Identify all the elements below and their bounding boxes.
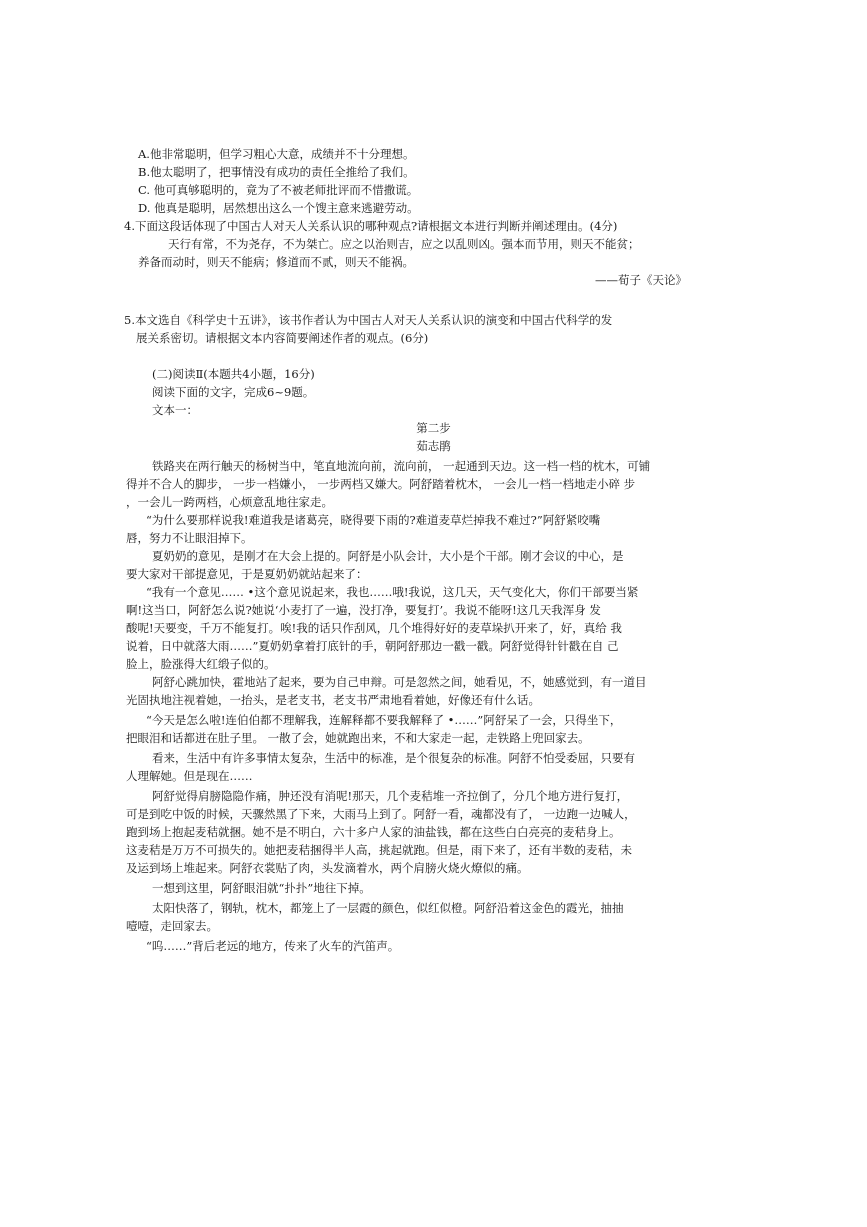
story-title: 第二步: [416, 421, 451, 435]
story-line: ，一会儿一跨两档，心烦意乱地往家走。: [126, 495, 333, 509]
story-line: 夏奶奶的意见，是刚才在大会上提的。阿舒是小队会计，大小是个干部。刚才会议的中心，是: [152, 549, 624, 563]
story-line: 说着，日中就落大雨……”夏奶奶拿着打底针的手，朝阿舒那边一戳一戳。阿舒觉得针针戳在自 己: [126, 639, 619, 653]
story-line: 啊!这当口，阿舒怎么说?她说‘小麦打了一遍，没打净，要复打’。我说不能呀!这几天我浑身 发: [126, 603, 601, 617]
story-author: 茹志鹃: [416, 439, 451, 453]
question-5-line-1: 5.本文选自《科学史十五讲》，该书作者认为中国古人对天人关系认识的演变和中国古代科学的发: [124, 313, 613, 327]
story-line: “为什么要那样说我!难道我是诸葛亮，晓得要下雨的?难道麦草烂掉我不难过?”阿舒紧咬嘴: [146, 513, 601, 527]
story-line: 铁路夹在两行触天的杨树当中，笔直地流向前，流向前， 一起通到天边。这一档一档的枕木，可铺: [152, 459, 651, 473]
story-line: 噎噎，走回家去。: [126, 919, 218, 933]
story-line: 要大家对干部提意见，于是夏奶奶就站起来了：: [126, 567, 368, 581]
story-line: 阿舒觉得肩膀隐隐作痛，肿还没有消呢!那天，几个麦秸堆一齐拉倒了，分几个地方进行复打，: [152, 789, 629, 803]
story-line: 这麦秸是万万不可损失的。她把麦秸捆得半人高，挑起就跑。但是，雨下来了，还有半数的麦秸，未: [126, 843, 632, 857]
option-a: A.他非常聪明，但学习粗心大意，成绩并不十分理想。: [138, 147, 415, 161]
text-label: 文本一：: [152, 403, 198, 417]
option-b: B.他太聪明了，把事情没有成功的责任全推给了我们。: [138, 165, 415, 179]
quote-source: ——荀子《天论》: [595, 273, 687, 287]
story-line: 得并不合人的脚步， 一步一档嫌小， 一步两档又嫌大。阿舒踏着枕木， 一会儿一档一档地走小碎 步: [126, 477, 636, 491]
story-line: 可是到吃中饭的时候，天骤然黑了下来，大雨马上到了。阿舒一看，魂都没有了， 一边跑一边喊人，: [126, 807, 636, 821]
section-instruction: 阅读下面的文字，完成6~9题。: [152, 385, 315, 399]
story-line: “我有一个意见…… •这个意见说起来，我也……哦!我说，这几天，天气变化大，你们干部要当紧: [146, 585, 639, 599]
section-heading: (二)阅读Ⅱ(本题共4小题，16分): [152, 367, 315, 381]
story-line: 光固执地注视着她，一抬头，是老支书，老支书严肃地看着她，好像还有什么话。: [126, 693, 540, 707]
story-line: 人理解她。但是现在……: [126, 769, 253, 783]
story-line: 跑到场上抱起麦秸就捆。她不是不明白，六十多户人家的油盐钱，都在这些白白亮亮的麦秸身上。: [126, 825, 621, 839]
question-5-line-2: 展关系密切。请根据文本内容简要阐述作者的观点。(6分): [136, 331, 429, 345]
question-4-stem: 4.下面这段话体现了中国古人对天人关系认识的哪种观点?请根据文本进行判断并阐述理由。(4分): [124, 219, 618, 233]
story-line: 及运到场上堆起来。阿舒衣裳贴了肉，头发滴着水，两个肩膀火烧火燎似的痛。: [126, 861, 529, 875]
quote-line-2: 养备而动时，则天不能病；修道而不贰，则天不能祸。: [138, 255, 414, 269]
quote-line-1: 天行有常，不为尧存，不为桀亡。应之以治则吉，应之以乱则凶。强本而节用，则天不能贫；: [168, 237, 640, 251]
story-line: 一想到这里，阿舒眼泪就“扑扑”地往下掉。: [152, 881, 371, 895]
story-line: 看来，生活中有许多事情太复杂，生活中的标准，是个很复杂的标准。阿舒不怕受委屈，只要有: [152, 751, 635, 765]
story-line: 酸呢!天要变，千万不能复打。唉!我的话只作刮风，几个堆得好好的麦草垛扒开来了，好，真给 我: [126, 621, 622, 635]
option-c: C. 他可真够聪明的，竟为了不被老师批评而不惜撒谎。: [138, 183, 419, 197]
story-line: 阿舒心跳加快，霍地站了起来，要为自己申辩。可是忽然之间，她看见，不，她感觉到，有一道目: [152, 675, 647, 689]
option-d: D. 他真是聪明，居然想出这么一个馊主意来逃避劳动。: [138, 201, 419, 215]
story-line: 太阳快落了，钢轨，枕木，都笼上了一层霞的颜色，似红似橙。阿舒沿着这金色的霞光，抽抽: [152, 901, 624, 915]
story-line: 把眼泪和话都迸在肚子里。 一散了会，她就跑出来，不和大家走一起，走铁路上兜回家去。: [126, 731, 590, 745]
story-line: 唇，努力不让眼泪掉下。: [126, 531, 253, 545]
story-line: “呜……”背后老远的地方，传来了火车的汽笛声。: [146, 939, 400, 953]
story-line: 脸上，脸涨得大红缎子似的。: [126, 657, 276, 671]
story-line: “今天是怎么啦!连伯伯都不理解我，连解释都不要我解释了 •……”阿舒呆了一会，只得坐下，: [146, 713, 622, 727]
